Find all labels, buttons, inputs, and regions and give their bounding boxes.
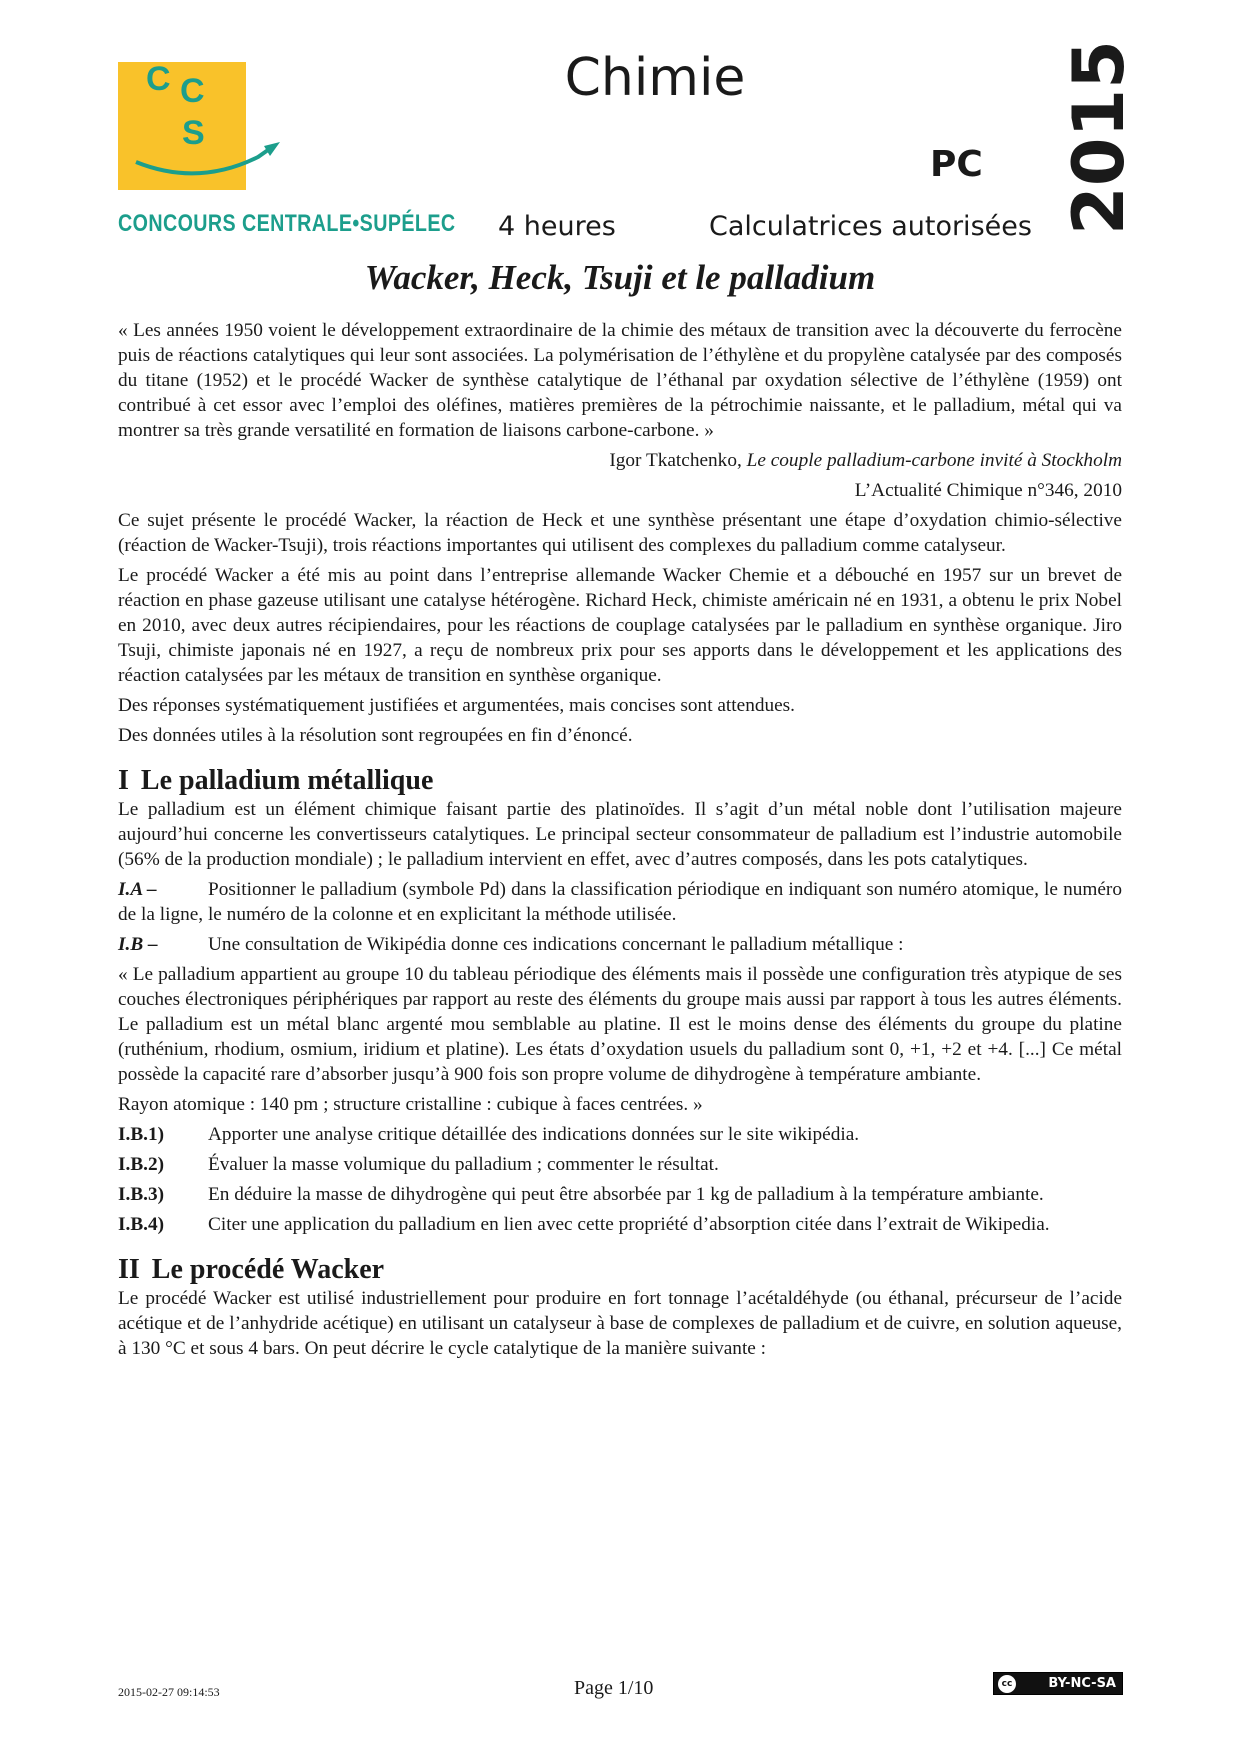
section-heading-2 [118,1254,1122,1285]
epigraph-attribution [118,448,1122,473]
section-number: II [118,1254,140,1285]
document-title: Wacker, Heck, Tsuji et le palladium [364,258,876,297]
question-IB2 [118,1152,1122,1177]
question-text: Positionner le palladium (symbole Pd) dans la classification périodique en indiquant son numéro atomique, le numéro de la ligne, le numéro de la colonne et en explicitant la méthode utilisée. [118,879,1122,925]
section-intro: Le procédé Wacker est utilisé industriellement pour produire en fort tonnage l’acétaldéhyde (ou éthanal, précurseur de l’acide acétique et de l’anhydride acétique) en utilisant un catalyseur à base de complexes de palladium et de cuivre, en solution aqueuse, à 130 °C et sous 4 bars. On peut décrire le cycle catalytique de la manière suivante : [118,1288,1122,1359]
filiere-label: PC [930,144,983,185]
question-label: I.B.2) [118,1154,165,1175]
logo-letter-s: S [182,114,205,152]
question-label: I.B.1) [118,1124,165,1145]
question-IB3 [118,1182,1122,1207]
intro-paragraph: Des réponses systématiquement justifiées et argumentées, mais concises sont attendues. [118,695,795,716]
question-IB [118,932,1122,957]
intro-paragraph: Des données utiles à la résolution sont regroupées en fin d’énoncé. [118,725,633,746]
wiki-quote: « Le palladium appartient au groupe 10 du tableau périodique des éléments mais il possède une configuration très atypique de ses couches électroniques périphériques par rapport au reste des éléments du groupe mais aussi par rapport à tous les autres éléments. Le palladium est un métal blanc argenté mou semblable au platine. Il est le moins dense des éléments du groupe du platine (ruthénium, rhodium, osmium, iridium et platine). Les états d’oxydation usuels du palladium sont 0, +1, +2 et +4. [...] Ce métal possède la capacité rare d’absorber jusqu’à 900 fois son propre volume de dihydrogène à température ambiante. [118,964,1122,1085]
page-number: Page 1/10 [574,1677,654,1699]
logo-caption: CONCOURS CENTRALE•SUPÉLEC [118,210,456,237]
question-text: En déduire la masse de dihydrogène qui peut être absorbée par 1 kg de palladium à la température ambiante. [208,1184,1044,1205]
question-label: I.A – [118,879,157,900]
logo-letter-c1: C [146,62,171,98]
ccs-logo [118,62,308,198]
section-title: Le palladium métallique [140,765,434,796]
question-text: Évaluer la masse volumique du palladium ; commenter le résultat. [208,1154,719,1175]
section-intro: Le palladium est un élément chimique faisant partie des platinoïdes. Il s’agit d’un métal noble dont l’utilisation majeure aujourd’hui concerne les convertisseurs catalytiques. Le principal secteur consommateur de palladium est l’industrie automobile (56% de la production mondiale) ; le palladium intervient en effet, avec d’autres composés, dans les pots catalytiques. [118,799,1122,870]
question-label: I.B.4) [118,1214,165,1235]
footer-timestamp: 2015-02-27 09:14:53 [118,1685,220,1699]
section-heading-1 [118,765,1122,796]
question-IB4 [118,1212,1122,1237]
question-label: I.B – [118,934,158,955]
question-IA [118,877,1122,927]
section-title: Le procédé Wacker [151,1254,385,1285]
question-text: Apporter une analyse critique détaillée des indications données sur le site wikipédia. [208,1124,860,1145]
logo-arrow-icon [264,142,280,156]
subject-title: Chimie [564,48,746,108]
document-body [118,318,1122,1366]
intro-paragraph: Ce sujet présente le procédé Wacker, la réaction de Heck et une synthèse présentant une étape d’oxydation chimio-sélective (réaction de Wacker-Tsuji), trois réactions importantes qui utilisent des complexes du palladium comme catalyseur. [118,510,1122,556]
question-IB1 [118,1122,1122,1147]
epigraph-work: Le couple palladium-carbone invité à Stockholm [746,450,1122,471]
epigraph-source: L’Actualité Chimique n°346, 2010 [854,480,1122,501]
section-number: I [118,765,129,796]
question-text: Citer une application du palladium en lien avec cette propriété d’absorption citée dans l’extrait de Wikipedia. [208,1214,1050,1235]
license-label: BY-NC-SA [1048,1676,1116,1691]
epigraph-quote: « Les années 1950 voient le développement extraordinaire de la chimie des métaux de transition avec la découverte du ferrocène puis de réactions catalytiques qui leur sont associées. La polymérisation de l’éthylène et du propylène catalysée par des composés du titane (1952) et le procédé Wacker de synthèse catalytique de l’éthanal par oxydation sélective de l’éthylène (1959) ont contribué à cet essor avec l’emploi des oléfines, matières premières de la pétrochimie naissante, et le palladium, métal qui va montrer sa très grande versatilité en formation de liaisons carbone-carbone. » [118,320,1122,441]
exam-year: 2015 [1058,40,1140,235]
cc-icon: cc [998,1675,1016,1693]
epigraph-author: Igor Tkatchenko, [609,450,742,471]
logo-letter-c2: C [180,72,205,110]
question-label: I.B.3) [118,1184,165,1205]
intro-paragraph: Le procédé Wacker a été mis au point dans l’entreprise allemande Wacker Chemie et a débouché en 1957 sur un brevet de réaction en phase gazeuse utilisant une catalyse hétérogène. Richard Heck, chimiste américain né en 1931, a obtenu le prix Nobel en 2010, avec deux autres récipiendaires, pour les réactions de couplage catalysées par le palladium en synthèse organique. Jiro Tsuji, chimiste japonais né en 1927, a reçu de nombreux prix pour ses apports dans le développement et les applications des réaction catalysées par les métaux de transition en synthèse organique. [118,565,1122,686]
question-text: Une consultation de Wikipédia donne ces indications concernant le palladium métallique : [208,934,904,955]
exam-duration: 4 heures [498,211,616,242]
wiki-quote-end: Rayon atomique : 140 pm ; structure cristalline : cubique à faces centrées. » [118,1094,703,1115]
calculator-notice: Calculatrices autorisées [709,211,1032,242]
license-badge[interactable] [993,1672,1123,1695]
